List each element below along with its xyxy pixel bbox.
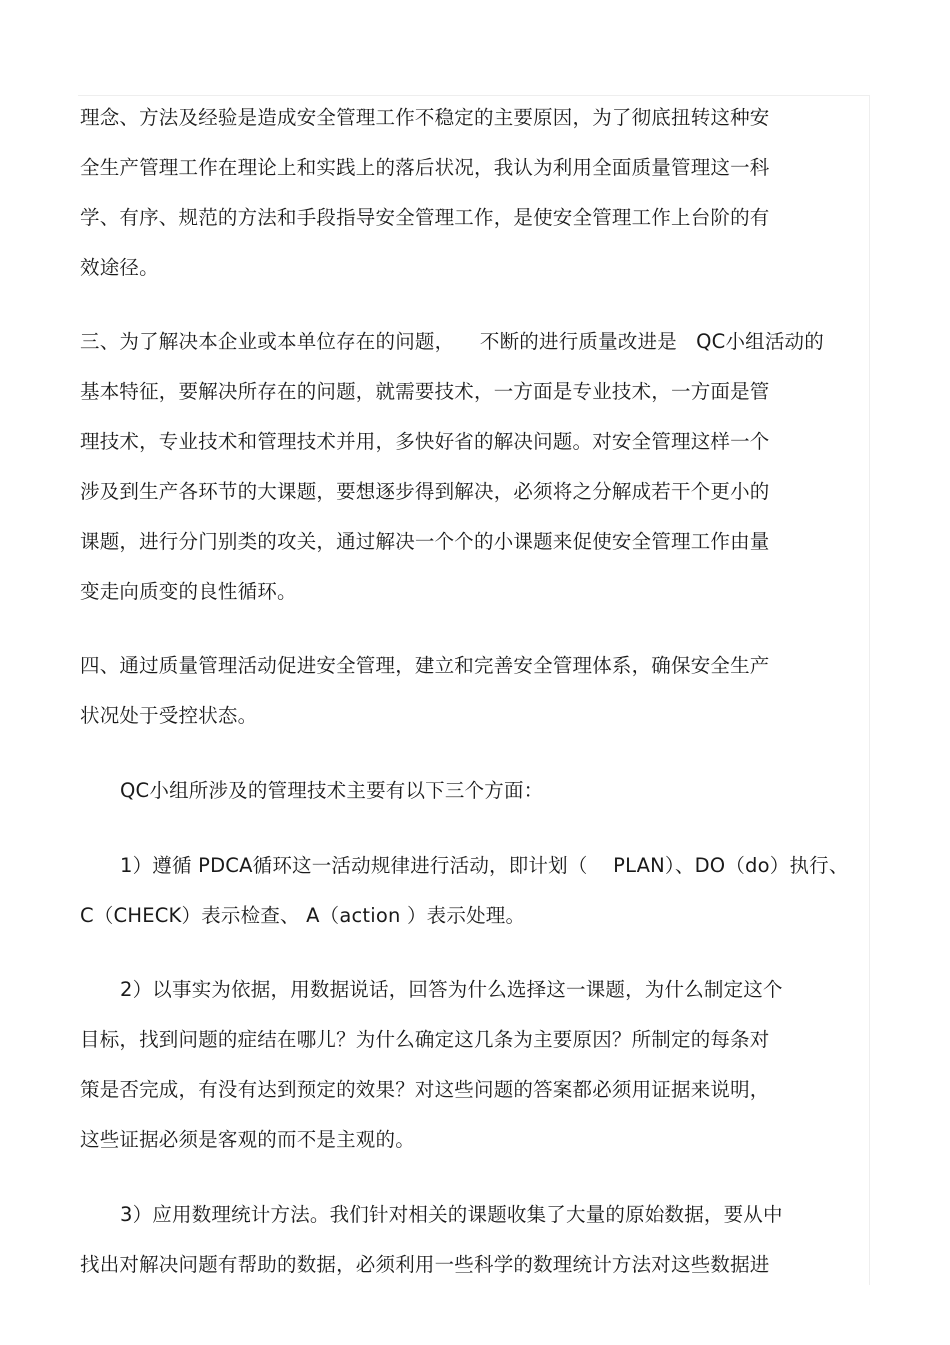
text-line: 四、通过质量管理活动促进安全管理，建立和完善安全管理体系，确保安全生产 <box>80 654 770 677</box>
page-border-top <box>78 95 870 96</box>
text-line: 1）遵循 PDCA循环这一活动规律进行活动，即计划（ PLAN）、DO（do）执行、 <box>120 854 849 877</box>
text-line: 变走向质变的良性循环。 <box>80 580 297 603</box>
text-line: 目标，找到问题的症结在哪儿？为什么确定这几条为主要原因？所制定的每条对 <box>80 1028 770 1051</box>
text-line: 状况处于受控状态。 <box>80 704 258 727</box>
page-border-right <box>869 95 870 1285</box>
text-line: 2）以事实为依据，用数据说话，回答为什么选择这一课题，为什么制定这个 <box>120 978 783 1001</box>
text-line: 涉及到生产各环节的大课题，要想逐步得到解决，必须将之分解成若干个更小的 <box>80 480 770 503</box>
text-line: 效途径。 <box>80 256 159 279</box>
text-line: 理念、方法及经验是造成安全管理工作不稳定的主要原因，为了彻底扭转这种安 <box>80 106 770 129</box>
text-line: 理技术，专业技术和管理技术并用，多快好省的解决问题。对安全管理这样一个 <box>80 430 770 453</box>
text-line: 基本特征，要解决所存在的问题，就需要技术，一方面是专业技术，一方面是管 <box>80 380 770 403</box>
text-line: 3）应用数理统计方法。我们针对相关的课题收集了大量的原始数据，要从中 <box>120 1203 783 1226</box>
text-line: 策是否完成，有没有达到预定的效果？对这些问题的答案都必须用证据来说明， <box>80 1078 770 1101</box>
text-line: 找出对解决问题有帮助的数据，必须利用一些科学的数理统计方法对这些数据进 <box>80 1253 770 1276</box>
text-line: C（CHECK）表示检查、 A（action ）表示处理。 <box>80 904 526 927</box>
text-line: 全生产管理工作在理论上和实践上的落后状况，我认为利用全面质量管理这一科 <box>80 156 770 179</box>
text-line: 课题，进行分门别类的攻关，通过解决一个个的小课题来促使安全管理工作由量 <box>80 530 770 553</box>
text-line: 学、有序、规范的方法和手段指导安全管理工作，是使安全管理工作上台阶的有 <box>80 206 770 229</box>
text-line: 三、为了解决本企业或本单位存在的问题， 不断的进行质量改进是 QC小组活动的 <box>80 330 824 353</box>
text-line: 这些证据必须是客观的而不是主观的。 <box>80 1128 415 1151</box>
text-line: QC小组所涉及的管理技术主要有以下三个方面： <box>120 779 544 802</box>
